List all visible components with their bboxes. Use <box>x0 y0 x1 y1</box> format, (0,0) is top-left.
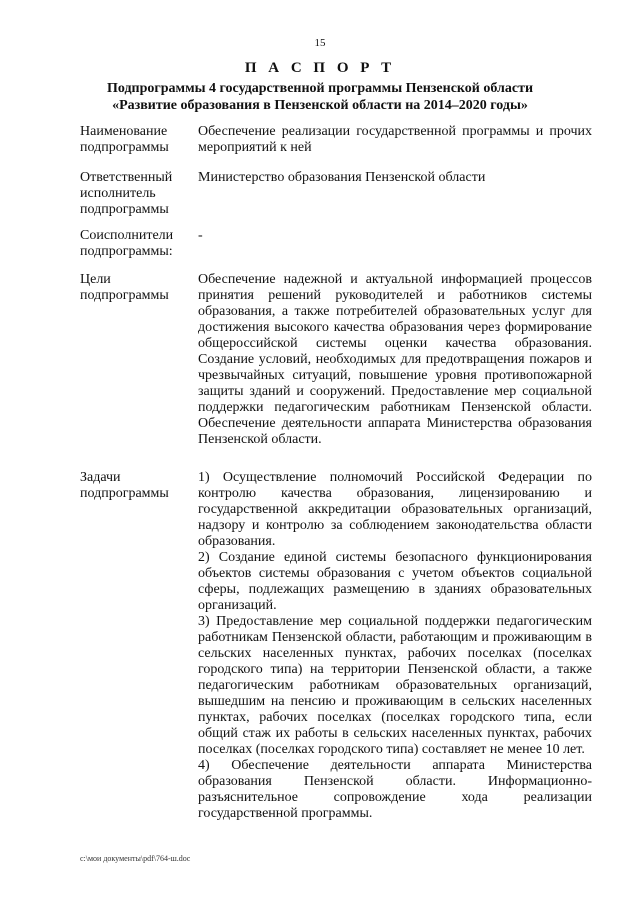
row-label: Задачи подпрограммы <box>80 470 169 501</box>
document-title: П А С П О Р Т <box>244 60 396 76</box>
row-co-executors <box>80 228 592 272</box>
row-label: Ответственный исполнитель подпрограммы <box>80 170 173 217</box>
row-responsible-executor <box>80 170 592 228</box>
row-label: Цели подпрограммы <box>80 272 169 303</box>
task-paragraph: 3) Предоставление мер социальной поддержки педагогическим работникам Пензенской области, работающим и проживающим в сельских населенных пунктах, рабочих поселках (поселках городского типа) на территории Пензенской области, а также педагогическим работникам образовательных организаций, вышедшим на пенсию и проживающим в сельских населенных пунктах, рабочих поселках (поселках городского типа, если общий стаж их работы в сельских населенных пунктах, рабочих поселках (поселках городского типа) составляет не менее 10 лет. <box>198 614 592 757</box>
row-value: Министерство образования Пензенской области <box>198 170 486 185</box>
task-paragraph: 4) Обеспечение деятельности аппарата Министерства образования Пензенской области. Информационно-разъяснительное сопровождение хода реализации государственной программы. <box>198 758 592 821</box>
task-paragraph: 1) Осуществление полномочий Российской Федерации по контролю качества образования, лицензированию и государственной аккредитации образовательных организаций, надзору и контролю за соблюдением законодательства области образования. <box>198 470 592 549</box>
row-value: Обеспечение надежной и актуальной информацией процессов принятия решений руководителей и работников системы образования, а также потребителей образовательных услуг для достижения высокого качества образования через формирование общероссийской системы оценки качества образования. Создание условий, необходимых для предотвращения пожаров и чрезвычайных ситуаций, повышение уровня противопожарной защиты зданий и сооружений. Предоставление мер социальной поддержки педагогическим работникам Пензенской области. Обеспечение деятельности аппарата Министерства образования Пензенской области. <box>198 272 592 447</box>
page-number: 15 <box>314 37 326 49</box>
row-goals <box>80 272 592 470</box>
row-value <box>198 470 592 822</box>
passport-table <box>80 124 592 850</box>
row-subprogram-name <box>80 124 592 170</box>
row-label: Соисполнители подпрограммы: <box>80 228 174 259</box>
row-tasks <box>80 470 592 850</box>
row-value: Обеспечение реализации государственной программы и прочих мероприятий к ней <box>198 124 592 155</box>
task-paragraph: 2) Создание единой системы безопасного функционирования объектов системы образования с учетом объектов социальной сферы, подлежащих размещению в зданиях образовательных организаций. <box>198 550 592 613</box>
row-value: - <box>198 228 203 243</box>
subtitle-line-2: «Развитие образования в Пензенской области на 2014–2020 годы» <box>112 98 528 113</box>
file-path-footer: c:\мои документы\pdf\764-ш.doc <box>80 854 191 863</box>
subtitle-line-1: Подпрограммы 4 государственной программы Пензенской области <box>106 81 534 96</box>
row-label: Наименование подпрограммы <box>80 124 169 155</box>
document-subtitle <box>60 80 580 114</box>
